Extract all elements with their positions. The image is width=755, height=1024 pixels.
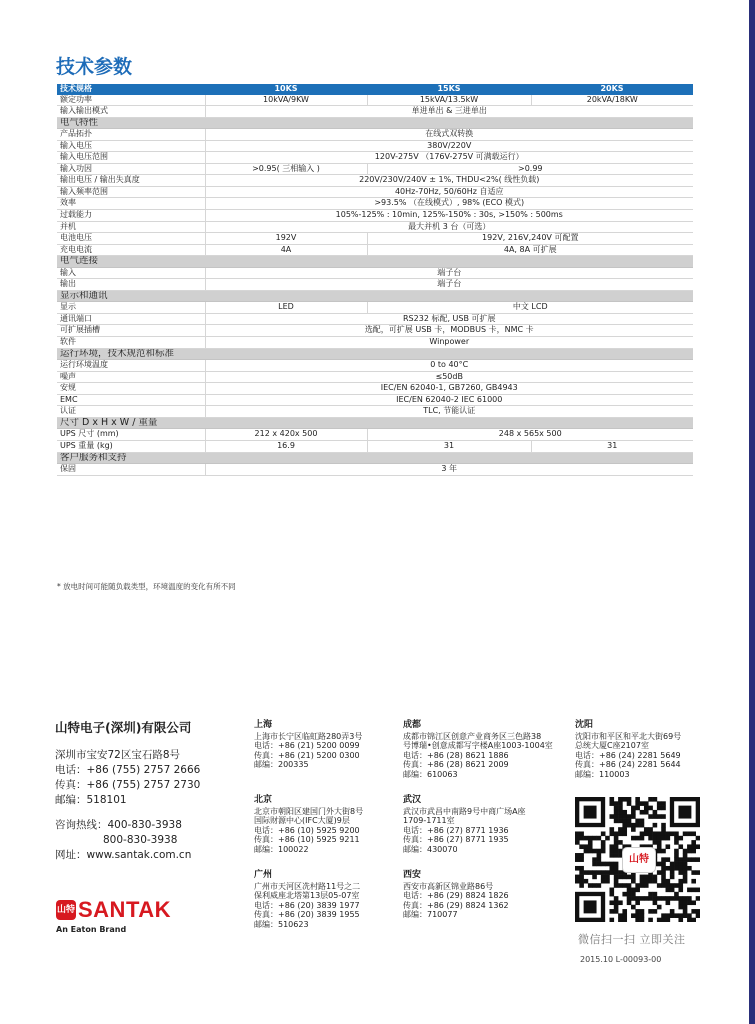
row-label: 噪声 <box>57 371 205 383</box>
row-label: 并机 <box>57 221 205 233</box>
office-line: 传真：+86 (10) 5925 9211 <box>254 835 360 845</box>
row-value: RS232 标配, USB 可扩展 <box>205 313 693 325</box>
office-city: 北京 <box>254 795 273 805</box>
spec-table-body <box>57 84 693 475</box>
row-label: EMC <box>57 394 205 406</box>
office-line: 电话：+86 (29) 8824 1826 <box>403 891 509 901</box>
table-row <box>57 221 693 233</box>
office-city: 成都 <box>403 720 422 730</box>
office-city: 上海 <box>254 720 273 730</box>
row-value: ≤50dB <box>205 371 693 383</box>
header-cell-10ks: 10KS <box>205 84 367 95</box>
row-label: 产品拓扑 <box>57 129 205 141</box>
row-value: 212 x 420x 500 <box>205 429 367 441</box>
row-label: 通讯端口 <box>57 313 205 325</box>
row-value: 31 <box>367 440 531 452</box>
table-row <box>57 175 693 187</box>
santak-wordmark: SANTAK <box>78 897 172 922</box>
santak-logo-icon: 山特 <box>56 900 76 920</box>
office-line: 西安市高新区锦业路86号 <box>403 881 494 891</box>
office-line: 传真：+86 (24) 2281 5644 <box>575 760 681 770</box>
office-line: 传真：+86 (21) 5200 0300 <box>254 750 360 760</box>
row-label: 安规 <box>57 383 205 395</box>
row-label: 过载能力 <box>57 210 205 222</box>
office-line: 邮编：110003 <box>575 769 630 779</box>
table-row <box>57 394 693 406</box>
row-label: 电池电压 <box>57 233 205 245</box>
office-line: 邮编：100022 <box>254 844 309 854</box>
office-line: 沈阳市和平区和平北大街69号 <box>575 731 682 741</box>
company-fax: 传真：+86 (755) 2757 2730 <box>55 779 201 791</box>
row-label: 输入输出模式 <box>57 106 205 118</box>
row-value: 在线式双转换 <box>205 129 693 141</box>
section-title: 显示和通讯 <box>57 290 693 302</box>
table-row <box>57 198 693 210</box>
row-value: >0.99 <box>367 163 693 175</box>
company-address: 深圳市宝安72区宝石路8号 <box>55 749 181 761</box>
table-row <box>57 313 693 325</box>
office-block <box>254 796 363 855</box>
table-row <box>57 464 693 476</box>
section-title: 电气连接 <box>57 256 693 268</box>
row-label: 输出电压 / 输出失真度 <box>57 175 205 187</box>
row-value: 220V/230V/240V ± 1%, THDU<2%( 线性负载) <box>205 175 693 187</box>
row-label: 显示 <box>57 302 205 314</box>
table-row <box>57 360 693 372</box>
office-line: 传真：+86 (28) 8621 2009 <box>403 760 509 770</box>
row-label: 充电电流 <box>57 244 205 256</box>
header-cell-15ks: 15KS <box>367 84 531 95</box>
office-line: 邮编：710077 <box>403 910 458 920</box>
section-row <box>57 452 693 464</box>
table-row <box>57 233 693 245</box>
row-value: >0.95( 三相输入 ) <box>205 163 367 175</box>
office-block <box>403 796 526 855</box>
row-value: 端子台 <box>205 267 693 279</box>
table-row <box>57 152 693 164</box>
office-line: 1709-1711室 <box>403 816 455 826</box>
row-value: 248 x 565x 500 <box>367 429 693 441</box>
office-line: 电话：+86 (27) 8771 1936 <box>403 825 509 835</box>
row-value: TLC, 节能认证 <box>205 406 693 418</box>
row-value: Winpower <box>205 337 693 349</box>
row-label: 输入频率范围 <box>57 186 205 198</box>
row-label: UPS 尺寸 (mm) <box>57 429 205 441</box>
section-title: 电气特性 <box>57 117 693 129</box>
row-label: 效率 <box>57 198 205 210</box>
office-city: 西安 <box>403 870 422 880</box>
section-title: 客户服务和支持 <box>57 452 693 464</box>
table-row <box>57 371 693 383</box>
office-city: 武汉 <box>403 795 422 805</box>
row-value: 单进单出 & 三进单出 <box>205 106 693 118</box>
row-value: 192V <box>205 233 367 245</box>
table-row <box>57 129 693 141</box>
table-row <box>57 95 693 106</box>
office-line: 电话：+86 (21) 5200 0099 <box>254 741 360 751</box>
table-row <box>57 302 693 314</box>
office-line: 号博瑞•创意成都写字楼A座1003-1004室 <box>403 741 553 751</box>
office-line: 电话：+86 (24) 2281 5649 <box>575 750 681 760</box>
row-value: 380V/220V <box>205 140 693 152</box>
row-label: 输入 <box>57 267 205 279</box>
header-cell-20ks: 20KS <box>531 84 693 95</box>
section-row <box>57 256 693 268</box>
qr-badge: 山特 <box>622 847 656 873</box>
footnote: * 放电时间可能随负载类型，环境温度的变化有所不同 <box>57 582 236 591</box>
company-tel: 电话：+86 (755) 2757 2666 <box>55 764 201 776</box>
row-value: 3 年 <box>205 464 693 476</box>
table-row <box>57 106 693 118</box>
row-label: 输入电压范围 <box>57 152 205 164</box>
office-line: 邮编：610063 <box>403 769 458 779</box>
office-line: 电话：+86 (28) 8621 1886 <box>403 750 509 760</box>
table-row <box>57 279 693 291</box>
office-line: 广州市天河区冼村路11号之二 <box>254 881 361 891</box>
row-value: 4A <box>205 244 367 256</box>
row-label: 保固 <box>57 464 205 476</box>
qr-caption: 微信扫一扫 立即关注 <box>578 933 686 946</box>
table-row <box>57 406 693 418</box>
office-line: 国际财源中心(IFC大厦)9层 <box>254 816 350 826</box>
office-block <box>575 721 681 780</box>
wechat-qr-code <box>575 797 700 922</box>
table-row <box>57 383 693 395</box>
office-line: 总统大厦C座2107室 <box>575 741 649 751</box>
row-value: 31 <box>531 440 693 452</box>
company-hotline-2: 800-830-3938 <box>103 834 178 846</box>
office-block <box>403 721 553 780</box>
row-value: 0 to 40°C <box>205 360 693 372</box>
office-line: 北京市朝阳区建国门外大街8号 <box>254 806 364 816</box>
row-label: 额定功率 <box>57 95 205 106</box>
office-line: 传真：+86 (20) 3839 1955 <box>254 910 360 920</box>
row-value: 40Hz-70Hz, 50/60Hz 自适应 <box>205 186 693 198</box>
row-value: 120V-275V （176V-275V 可满载运行） <box>205 152 693 164</box>
company-name: 山特电子(深圳)有限公司 <box>55 720 192 735</box>
table-row <box>57 429 693 441</box>
office-line: 电话：+86 (20) 3839 1977 <box>254 900 360 910</box>
company-website[interactable]: 网址：www.santak.com.cn <box>55 849 192 861</box>
spec-table <box>57 84 693 476</box>
table-row <box>57 186 693 198</box>
section-title: 运行环境，技术规范和标准 <box>57 348 693 360</box>
office-line: 上海市长宁区临虹路280弄3号 <box>254 731 363 741</box>
row-label: 软件 <box>57 337 205 349</box>
office-line: 成都市锦江区创意产业商务区三色路38 <box>403 731 542 741</box>
row-value: 中文 LCD <box>367 302 693 314</box>
office-city: 沈阳 <box>575 720 594 730</box>
office-line: 保利威座北塔第13层05-07室 <box>254 891 360 901</box>
office-block <box>254 871 360 930</box>
office-block <box>254 721 362 770</box>
row-label: UPS 重量 (kg) <box>57 440 205 452</box>
row-value: 105%-125% : 10min, 125%-150% : 30s, >150% : 500ms <box>205 210 693 222</box>
row-value: IEC/EN 62040-2 IEC 61000 <box>205 394 693 406</box>
company-postcode: 邮编：518101 <box>55 794 127 806</box>
office-line: 传真：+86 (27) 8771 1935 <box>403 835 509 845</box>
row-value: >93.5% （在线模式）, 98% (ECO 模式) <box>205 198 693 210</box>
table-row <box>57 440 693 452</box>
row-value: 选配，可扩展 USB 卡，MODBUS 卡，NMC 卡 <box>205 325 693 337</box>
office-line: 邮编：510623 <box>254 919 309 929</box>
section-row <box>57 417 693 429</box>
row-value: IEC/EN 62040-1, GB7260, GB4943 <box>205 383 693 395</box>
office-line: 武汉市武昌中南路9号中商广场A座 <box>403 806 526 816</box>
office-city: 广州 <box>254 870 273 880</box>
row-label: 输入电压 <box>57 140 205 152</box>
table-row <box>57 325 693 337</box>
company-info <box>55 718 225 863</box>
document-code: 2015.10 L-00093-00 <box>580 955 662 964</box>
row-value: 10kVA/9KW <box>205 95 367 106</box>
table-row <box>57 210 693 222</box>
table-row <box>57 337 693 349</box>
row-label: 输出 <box>57 279 205 291</box>
table-row <box>57 140 693 152</box>
row-value: 192V, 216V,240V 可配置 <box>367 233 693 245</box>
row-value: 最大并机 3 台（可选） <box>205 221 693 233</box>
section-row <box>57 348 693 360</box>
page-edge-bar <box>749 0 755 1024</box>
brand-tagline: An Eaton Brand <box>56 925 127 934</box>
row-value: LED <box>205 302 367 314</box>
table-row <box>57 267 693 279</box>
table-row <box>57 244 693 256</box>
table-row <box>57 163 693 175</box>
row-value: 4A, 8A 可扩展 <box>367 244 693 256</box>
office-line: 电话：+86 (10) 5925 9200 <box>254 825 360 835</box>
office-block <box>403 871 509 920</box>
company-hotline: 咨询热线：400-830-3938 <box>55 819 182 831</box>
row-value: 15kVA/13.5kW <box>367 95 531 106</box>
row-label: 认证 <box>57 406 205 418</box>
row-value: 16.9 <box>205 440 367 452</box>
table-header-row <box>57 84 693 95</box>
row-value: 端子台 <box>205 279 693 291</box>
section-title: 尺寸 D x H x W / 重量 <box>57 417 693 429</box>
office-line: 邮编：200335 <box>254 760 309 770</box>
row-label: 运行环境温度 <box>57 360 205 372</box>
office-line: 邮编：430070 <box>403 844 458 854</box>
section-row <box>57 117 693 129</box>
header-cell-spec: 技术规格 <box>57 84 205 95</box>
section-row <box>57 290 693 302</box>
row-value: 20kVA/18KW <box>531 95 693 106</box>
row-label: 可扩展插槽 <box>57 325 205 337</box>
office-line: 传真：+86 (29) 8824 1362 <box>403 900 509 910</box>
santak-logo <box>56 897 171 934</box>
page-title: 技术参数 <box>56 56 133 78</box>
row-label: 输入功因 <box>57 163 205 175</box>
